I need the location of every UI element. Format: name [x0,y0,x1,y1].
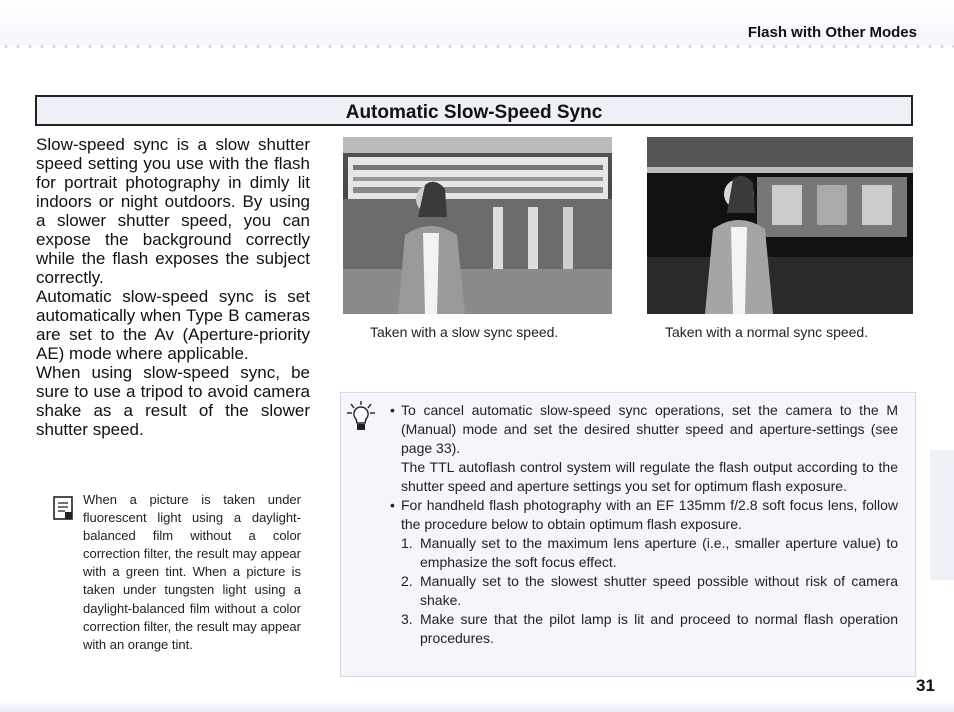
footer-band [0,700,954,712]
memo-icon [53,496,73,520]
photo-caption: Taken with a slow sync speed. [370,324,559,340]
note-text: When a picture is taken under fluorescent light using a daylight-balanced film without a color correction filter, the result may appear with a green tint. When a picture is taken under tungsten light using a daylight-balanced film without a color correction filter, the result may appear with an orange tint. [83,492,301,652]
section-title: Automatic Slow-Speed Sync [345,102,603,123]
photo-caption: Taken with a normal sync speed. [665,324,869,340]
page-number: 31 [916,676,935,695]
tip-bullet: • To cancel automatic slow-speed sync operations, set the camera to the M (Manual) mode and set the desired shutter speed and aperture-settings (see page 33). [390,402,898,456]
intro-paragraph: Slow-speed sync is a slow shutter speed setting you use with the flash for portrait photography in dimly lit indoors or night outdoors. By using a slower shutter speed, you can expose the background correctly while the flash exposes the subject correctly. [36,135,310,287]
bullet-icon: • [390,497,395,513]
tip-step: 3. Make sure that the pilot lamp is lit and proceed to normal flash operation procedures. [401,611,898,646]
tip-bullet: • For handheld flash photography with an EF 135mm f/2.8 soft focus lens, follow the procedure below to obtain optimum flash exposure. [390,497,898,532]
running-header: Flash with Other Modes [747,24,917,41]
intro-paragraph: Automatic slow-speed sync is set automatically when Type B cameras are set to the Av (Aperture-priority AE) mode where applicable. [36,287,310,363]
intro-paragraph: When using slow-speed sync, be sure to use a tripod to avoid camera shake as a result of the slower shutter speed. [36,363,310,439]
tip-step: 2. Manually set to the slowest shutter speed possible without risk of camera shake. [401,573,898,608]
photo-slow-sync [343,137,612,314]
section-heading-bar [35,95,913,126]
carousel-photo-normal [647,137,913,314]
dotted-rule [0,44,954,49]
page-edge-tab [930,450,954,580]
tip-step: 1. Manually set to the maximum lens aperture (i.e., smaller aperture value) to emphasize the soft focus effect. [401,535,898,570]
tip-paragraph: The TTL autoflash control system will regulate the flash output according to the shutter speed and aperture settings you set for optimum flash exposure. [401,459,898,494]
intro-text [36,135,310,439]
lightbulb-icon [346,400,376,432]
carousel-photo-slow [343,137,612,314]
photo-normal-sync [647,137,913,314]
tips-text [390,401,898,648]
bullet-icon: • [390,402,395,418]
